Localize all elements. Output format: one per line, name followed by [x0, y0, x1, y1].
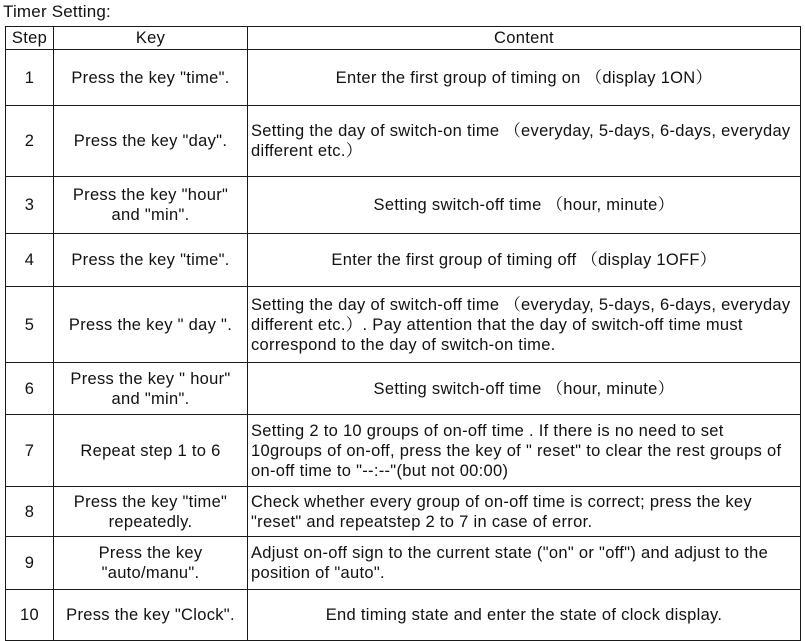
- column-header-step: Step: [6, 27, 54, 50]
- key-cell: Press the key "hour" and "min".: [54, 177, 248, 234]
- step-cell: 6: [6, 363, 54, 415]
- content-cell: Check whether every group of on-off time is correct; press the key "reset" and repeatstep 2 to 7 in case of error.: [248, 487, 801, 537]
- table-row: [6, 590, 801, 641]
- key-cell: Press the key "time".: [54, 234, 248, 287]
- content-cell: End timing state and enter the state of clock display.: [248, 590, 801, 641]
- content-cell: Setting switch-off time （hour, minute）: [248, 363, 801, 415]
- step-cell: 5: [6, 287, 54, 363]
- step-cell: 9: [6, 537, 54, 590]
- content-cell: Setting 2 to 10 groups of on-off time . If there is no need to set 10groups of on-off, press the key of " reset" to clear the rest groups of on-off time to "--:--"(but not 00:00): [248, 415, 801, 487]
- table-row: [6, 487, 801, 537]
- table-row: [6, 234, 801, 287]
- content-cell: Enter the first group of timing off （display 1OFF）: [248, 234, 801, 287]
- key-cell: Press the key " day ".: [54, 287, 248, 363]
- step-cell: 7: [6, 415, 54, 487]
- key-cell: Press the key " hour" and "min".: [54, 363, 248, 415]
- content-cell: Setting the day of switch-off time （everyday, 5-days, 6-days, everyday different etc.）. Pay attention that the day of switch-off time must correspond to the day of switch-on time.: [248, 287, 801, 363]
- table-row: [6, 287, 801, 363]
- table-row: [6, 106, 801, 177]
- step-cell: 10: [6, 590, 54, 641]
- key-cell: Press the key "time".: [54, 50, 248, 106]
- timer-setting-table: [5, 26, 801, 641]
- content-cell: Adjust on-off sign to the current state ("on" or "off") and adjust to the position of "auto".: [248, 537, 801, 590]
- table-header-row: [6, 27, 801, 50]
- page-title: Timer Setting:: [3, 2, 111, 21]
- column-header-content: Content: [248, 27, 801, 50]
- step-cell: 4: [6, 234, 54, 287]
- step-cell: 2: [6, 106, 54, 177]
- table-row: [6, 50, 801, 106]
- table-row: [6, 537, 801, 590]
- key-cell: Press the key "Clock".: [54, 590, 248, 641]
- table-row: [6, 363, 801, 415]
- key-cell: Press the key "auto/manu".: [54, 537, 248, 590]
- step-cell: 3: [6, 177, 54, 234]
- content-cell: Setting the day of switch-on time （everyday, 5-days, 6-days, everyday different etc.）: [248, 106, 801, 177]
- key-cell: Repeat step 1 to 6: [54, 415, 248, 487]
- step-cell: 8: [6, 487, 54, 537]
- table-row: [6, 415, 801, 487]
- content-cell: Setting switch-off time （hour, minute）: [248, 177, 801, 234]
- step-cell: 1: [6, 50, 54, 106]
- column-header-key: Key: [54, 27, 248, 50]
- key-cell: Press the key "time" repeatedly.: [54, 487, 248, 537]
- content-cell: Enter the first group of timing on （display 1ON）: [248, 50, 801, 106]
- table-row: [6, 177, 801, 234]
- key-cell: Press the key "day".: [54, 106, 248, 177]
